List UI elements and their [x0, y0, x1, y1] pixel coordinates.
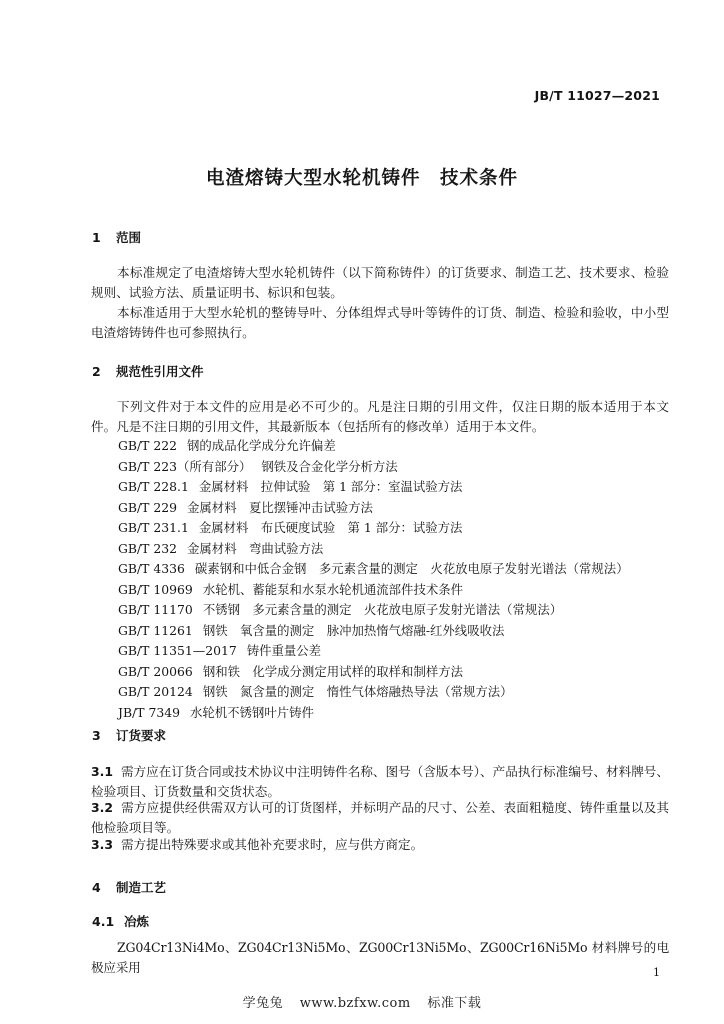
- reference-code: GB/T 223（所有部分）: [118, 458, 252, 474]
- section-title: 订货要求: [116, 728, 167, 743]
- footer-tagline: 标准下载: [427, 996, 482, 1011]
- reference-title: 不锈钢 多元素含量的测定 火花放电原子发射光谱法（常规法）: [202, 602, 563, 617]
- reference-title: 钢的成品化学成分允许偏差: [187, 438, 336, 453]
- reference-code: GB/T 231.1: [118, 520, 189, 535]
- reference-item: [118, 539, 629, 560]
- clause-3-2: [91, 798, 669, 838]
- reference-code: GB/T 228.1: [118, 479, 189, 494]
- reference-item: [118, 518, 629, 539]
- reference-code: GB/T 11261: [118, 622, 193, 638]
- reference-item: [118, 436, 629, 457]
- smelting-paragraph: ZG04Cr13Ni4Mo、ZG04Cr13Ni5Mo、ZG00Cr13Ni5Mo、ZG00Cr16Ni5Mo 材料牌号的电极应采用: [91, 940, 669, 975]
- reference-item: [118, 662, 629, 683]
- reference-item: [118, 621, 629, 642]
- section-number: 2: [92, 364, 101, 379]
- reference-item: [118, 580, 629, 601]
- clause-number: 3.3: [91, 837, 113, 852]
- subsection-number: 4.1: [92, 914, 115, 929]
- reference-code: GB/T 232: [118, 540, 178, 556]
- reference-title: 钢铁及合金化学分析方法: [261, 458, 398, 474]
- reference-code: GB/T 10969: [118, 581, 193, 597]
- scope-paragraph-2: 本标准适用于大型水轮机的整铸导叶、分体组焊式导叶等铸件的订货、制造、检验和验收，中小型电渣熔铸铸件也可参照执行。: [91, 305, 669, 340]
- section-title: 制造工艺: [116, 880, 167, 895]
- section-heading-3: [92, 726, 166, 744]
- clause-number: 3.1: [91, 764, 113, 779]
- scope-paragraph-1: 本标准规定了电渣熔铸大型水轮机铸件（以下简称铸件）的订货要求、制造工艺、技术要求、检验规则、试验方法、质量证明书、标识和包装。: [91, 265, 669, 300]
- footer-url: www.bzfxw.com: [299, 996, 411, 1011]
- reference-title: 钢铁 氮含量的测定 惰性气体熔融热导法（常规方法）: [202, 684, 513, 699]
- reference-item: [118, 498, 629, 519]
- section-heading-1: [92, 228, 141, 246]
- reference-item: [118, 600, 629, 621]
- subsection-heading-4-1: [92, 912, 149, 930]
- reference-title: 金属材料 布氏硬度试验 第 1 部分：试验方法: [198, 520, 463, 535]
- reference-code: GB/T 11170: [118, 602, 193, 617]
- reference-code: GB/T 229: [118, 499, 178, 515]
- reference-item: [118, 457, 629, 478]
- reference-code: GB/T 4336: [118, 561, 185, 576]
- reference-title: 金属材料 弯曲试验方法: [187, 540, 324, 556]
- reference-title: 金属材料 夏比摆锤冲击试验方法: [187, 499, 373, 515]
- watermark-footer: [0, 992, 724, 1011]
- reference-title: 钢和铁 化学成分测定用试样的取样和制样方法: [202, 663, 464, 679]
- section-heading-2: [92, 362, 204, 380]
- clause-3-3: [91, 835, 669, 855]
- section-title: 规范性引用文件: [116, 364, 204, 379]
- reference-code: GB/T 20124: [118, 684, 193, 699]
- standard-code: JB/T 11027—2021: [534, 88, 660, 103]
- clause-number: 3.2: [91, 800, 113, 815]
- reference-code: GB/T 20066: [118, 663, 193, 679]
- reference-item: [118, 703, 629, 724]
- reference-list: [118, 436, 629, 723]
- reference-title: 碳素钢和中低合金钢 多元素含量的测定 火花放电原子发射光谱法（常规法）: [194, 561, 629, 576]
- reference-item: [118, 682, 629, 703]
- section-title: 范围: [116, 230, 142, 245]
- references-intro: 下列文件对于本文件的应用是必不可少的。凡是注日期的引用文件，仅注日期的版本适用于本文件。凡是不注日期的引用文件，其最新版本（包括所有的修改单）适用于本文件。: [91, 399, 669, 434]
- reference-item: [118, 641, 629, 662]
- page-number: 1: [653, 966, 660, 979]
- reference-title: 铸件重量公差: [246, 643, 322, 658]
- footer-site-name: 学兔兔: [242, 996, 284, 1011]
- clause-text: 需方应在订货合同或技术协议中注明铸件名称、图号（含版本号）、产品执行标准编号、材料牌号、检验项目、订货数量和交货状态。: [91, 764, 669, 799]
- reference-code: GB/T 11351—2017: [118, 643, 237, 658]
- clause-3-1: [91, 762, 669, 802]
- reference-item: [118, 559, 629, 580]
- document-title: 电渣熔铸大型水轮机铸件 技术条件: [205, 168, 518, 189]
- reference-title: 水轮机不锈钢叶片铸件: [189, 704, 314, 720]
- reference-item: [118, 477, 629, 498]
- section-number: 3: [92, 728, 101, 743]
- section-number: 1: [92, 230, 101, 245]
- reference-title: 金属材料 拉伸试验 第 1 部分：室温试验方法: [198, 479, 463, 494]
- clause-text: 需方应提供经供需双方认可的订货图样，并标明产品的尺寸、公差、表面粗糙度、铸件重量以及其他检验项目等。: [91, 800, 669, 835]
- clause-text: 需方提出特殊要求或其他补充要求时，应与供方商定。: [120, 837, 424, 852]
- section-heading-4: [92, 878, 166, 896]
- section-number: 4: [92, 880, 101, 895]
- reference-code: GB/T 222: [118, 438, 178, 453]
- reference-title: 钢铁 氧含量的测定 脉冲加热惰气熔融-红外线吸收法: [202, 622, 505, 638]
- subsection-title: 冶炼: [124, 914, 150, 929]
- reference-code: JB/T 7349: [118, 704, 180, 720]
- reference-title: 水轮机、蓄能泵和水泵水轮机通流部件技术条件: [202, 581, 464, 597]
